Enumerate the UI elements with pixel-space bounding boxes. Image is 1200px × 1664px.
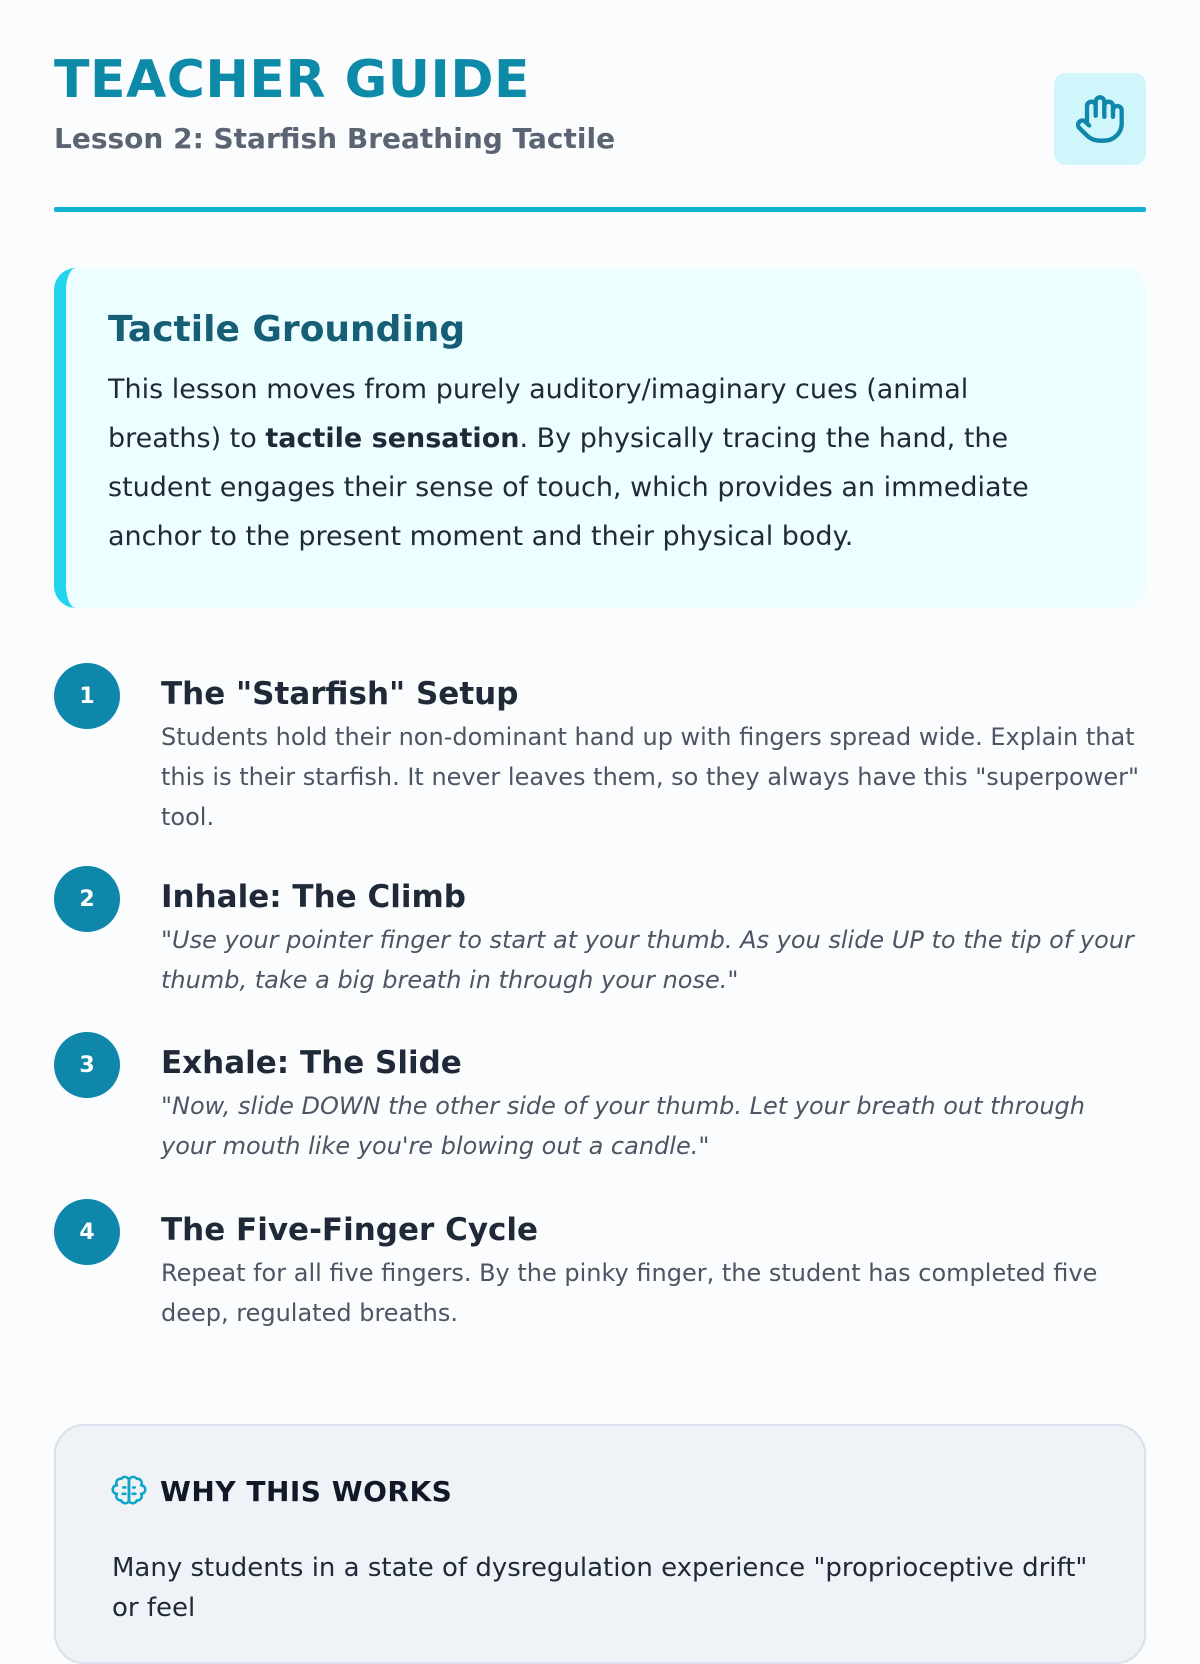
callout-body-text-end: . By physically tracing the hand, the student engages their sense of touch, which provides an immediate anchor to the present moment and their physical body. (108, 423, 1029, 553)
step-number-badge: 1 (54, 663, 120, 729)
step-content (161, 676, 1146, 837)
step-description: "Now, slide DOWN the other side of your thumb. Let your breath out through your mouth like you're blowing out a candle." (161, 1092, 1085, 1161)
hand-badge (1054, 73, 1146, 165)
header-divider (54, 207, 1146, 212)
step-number-badge: 4 (54, 1199, 120, 1265)
hand-icon (1074, 93, 1126, 145)
step-number-badge: 2 (54, 866, 120, 932)
step-description: Students hold their non-dominant hand up with fingers spread wide. Explain that this is their starfish. It never leaves them, so they always have this "superpower" tool. (161, 723, 1140, 832)
step-content (161, 879, 1146, 1000)
step-title: Inhale: The Climb (161, 879, 466, 915)
step-content (161, 1212, 1146, 1333)
page-title: TEACHER GUIDE (54, 50, 531, 110)
step-title: Exhale: The Slide (161, 1045, 462, 1081)
why-this-works-card (54, 1424, 1146, 1664)
why-body: Many students in a state of dysregulation experience "proprioceptive drift" or feel (112, 1553, 1088, 1623)
why-heading-row (112, 1474, 1088, 1508)
callout-body-emphasis: tactile sensation (265, 423, 520, 455)
step-title: The "Starfish" Setup (161, 676, 519, 712)
callout-body (108, 365, 1086, 561)
callout-body-text: This lesson moves from purely auditory/imaginary cues (animal breaths) to (108, 374, 969, 455)
lesson-subtitle: Lesson 2: Starfish Breathing Tactile (54, 122, 616, 155)
step-title: The Five-Finger Cycle (161, 1212, 539, 1248)
step-content (161, 1045, 1146, 1166)
step-description: "Use your pointer finger to start at your thumb. As you slide UP to the tip of your thumb, take a big breath in through your nose." (161, 926, 1134, 995)
step-description: Repeat for all five fingers. By the pinky finger, the student has completed five deep, regulated breaths. (161, 1259, 1098, 1328)
tactile-grounding-callout (54, 268, 1146, 608)
callout-heading: Tactile Grounding (108, 309, 466, 350)
page-header (54, 0, 1146, 210)
why-heading: WHY THIS WORKS (160, 1474, 453, 1508)
step-number-badge: 3 (54, 1032, 120, 1098)
brain-icon (112, 1474, 146, 1508)
